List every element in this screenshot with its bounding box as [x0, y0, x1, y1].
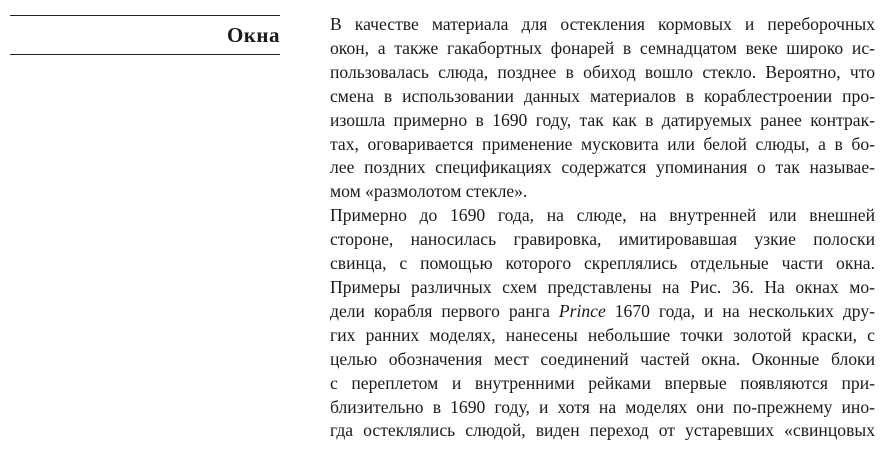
text-line: смена в использовании данных материалов в кораблестроении про-: [330, 85, 875, 106]
text-line: Примерно до 1690 года, на слюде, на внутренней или внешней: [330, 205, 875, 226]
paragraph-2: [301, 204, 875, 443]
ship-name-emphasis: Prince: [558, 300, 606, 321]
text-line: изошла примерно в 1690 году, так как в датируемых ранее контрак-: [330, 109, 875, 130]
text-line: целью обозначения мест соединений частей окна. Оконные блоки: [330, 348, 875, 369]
text-line: гих ранних моделях, нанесены небольшие точки золотой краски, с: [330, 324, 875, 345]
heading-bottom-rule: [10, 54, 280, 55]
text-line-with-emphasis: [301, 300, 875, 324]
text-line: В качестве материала для остекления кормовых и переборочных: [330, 14, 875, 34]
body-text: [301, 13, 875, 443]
text-line: мом «размолотом стекле».: [330, 181, 528, 202]
text-line: Примеры различных схем представлены на Рис. 36. На окнах мо-: [330, 276, 875, 297]
text-line: окон, а также гакабортных фонарей в семнадцатом веке широко ис-: [330, 37, 875, 58]
text-fragment: дели корабля первого ранга: [330, 300, 559, 321]
text-line: свинца, с помощью которого скреплялись отдельные части окна.: [330, 253, 875, 274]
text-fragment: 1670 года, и на нескольких дру-: [605, 300, 875, 321]
paragraph-1: [301, 13, 875, 204]
text-line: тах, оговаривается применение мусковита или белой слюды, а в бо-: [330, 133, 875, 154]
text-line: с переплетом и внутренними рейками впервые появляются при-: [330, 372, 875, 393]
text-line: близительно в 1690 году, и хотя на моделях они по-прежнему ино-: [330, 396, 875, 417]
section-heading: Окна: [226, 23, 280, 47]
text-line: гда остеклялись слюдой, виден переход от устаревших «свинцовых: [330, 420, 875, 441]
section-sidebar: [10, 0, 280, 55]
text-line: лее поздних спецификациях содержатся упоминания о так называе-: [330, 157, 875, 178]
text-line: стороне, наносилась гравировка, имитировавшая узкие полоски: [330, 229, 875, 250]
text-line: пользовалась слюда, позднее в обиход вошло стекло. Вероятно, что: [330, 61, 875, 82]
